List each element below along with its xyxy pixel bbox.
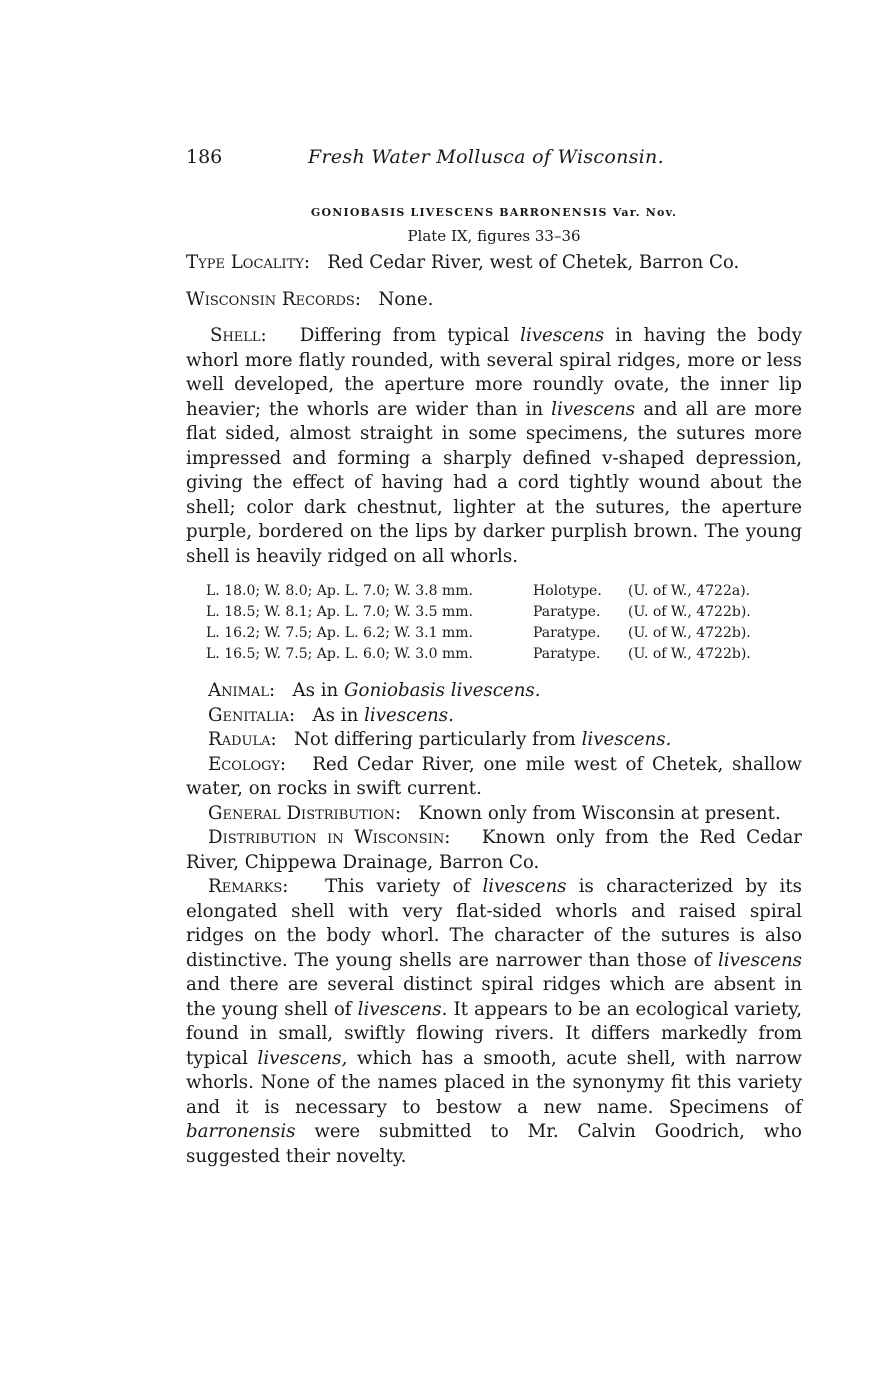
distribution-wisconsin-text: Known only from the Red Cedar River, Chippewa Drainage, Barron Co.: [186, 827, 802, 873]
animal-label: Animal:: [208, 680, 276, 701]
remarks-text: were submitted to Mr. Calvin Goodrich, who suggested their novelty.: [186, 1121, 802, 1167]
shell-text: Differing from typical: [299, 325, 521, 346]
plate-reference: Plate IX, figures 33–36: [407, 227, 581, 245]
wisconsin-records-text: None.: [378, 288, 434, 310]
running-title: Fresh Water Mollusca of Wisconsin.: [308, 146, 664, 168]
measurement-dims: L. 18.5; W. 8.1; Ap. L. 7.0; W. 3.5 mm.: [206, 604, 473, 620]
type-locality-text: Red Cedar River, west of Chetek, Barron Co.: [327, 252, 740, 273]
remarks-text: and there are several distinct spiral ridges which are absent in the young shell of: [186, 974, 802, 1020]
remarks-italic: livescens,: [257, 1047, 348, 1069]
general-distribution-label: General Distribution:: [208, 802, 402, 824]
measurement-row: [206, 644, 802, 665]
ecology-label: Ecology:: [208, 753, 287, 775]
shell-label: Shell:: [210, 325, 267, 346]
measurement-dims: L. 18.0; W. 8.0; Ap. L. 7.0; W. 3.8 mm.: [206, 583, 473, 599]
measurements-table: [206, 581, 802, 665]
animal-section: [186, 679, 802, 704]
page-number: 186: [186, 146, 223, 168]
measurement-ref: (U. of W., 4722a).: [628, 583, 751, 599]
shell-text: in having the body whorl more flatly rounded, with several spiral ridges, more or less well developed, the aperture more roundly ovate, the inner lip heavier; the whorls are wider than in: [186, 325, 802, 420]
type-locality-label: Type Locality:: [186, 252, 310, 273]
genitalia-label: Genitalia:: [208, 704, 296, 726]
remarks-italic: livescens: [482, 876, 567, 897]
measurement-type: Paratype.: [533, 646, 601, 662]
remarks-label: Remarks:: [208, 876, 289, 897]
measurement-type: Paratype.: [533, 604, 601, 620]
radula-italic: livescens.: [581, 729, 672, 750]
radula-text: Not differing particularly from: [293, 729, 582, 750]
shell-italic: livescens: [520, 325, 605, 346]
remarks-italic: livescens: [717, 949, 802, 971]
ecology-text: Red Cedar River, one mile west of Chetek, shallow water, on rocks in swift current.: [186, 753, 802, 799]
remarks-text: is characterized by its elongated shell with very flat-sided whorls and raised spiral ridges on the body whorl. The character of the sutures is also distinctive. The young shells are narrower than those of: [186, 876, 802, 971]
wisconsin-records-label: Wisconsin Records:: [186, 288, 361, 310]
genitalia-text: As in: [312, 704, 365, 726]
type-locality: [186, 251, 802, 276]
shell-description: [186, 324, 802, 569]
measurement-dims: L. 16.5; W. 7.5; Ap. L. 6.0; W. 3.0 mm.: [206, 646, 473, 662]
wisconsin-records: [186, 288, 802, 313]
measurement-ref: (U. of W., 4722b).: [628, 646, 751, 662]
radula-section: [186, 728, 802, 753]
genitalia-italic: livescens.: [364, 704, 454, 726]
shell-text: and all are more flat sided, almost straight in some specimens, the sutures more impressed and forming a sharply defined v-shaped depression, giving the effect of having had a cord tightly wound about the shell; color dark chestnut, lighter at the sutures, the aperture purple, bordered on the lips by darker purplish brown. The young shell is heavily ridged on all whorls.: [186, 398, 802, 567]
general-distribution-section: [186, 802, 802, 827]
measurement-row: [206, 602, 802, 623]
remarks-italic: livescens.: [357, 998, 448, 1020]
measurement-row: [206, 581, 802, 602]
measurement-type: Holotype.: [533, 583, 602, 599]
animal-text: As in: [292, 680, 345, 701]
remarks-text: This variety of: [325, 876, 483, 897]
measurement-row: [206, 623, 802, 644]
measurement-type: Paratype.: [533, 625, 601, 641]
ecology-section: [186, 753, 802, 802]
genitalia-section: [186, 704, 802, 729]
remarks-italic: barronensis: [186, 1121, 296, 1142]
distribution-wisconsin-section: [186, 826, 802, 875]
remarks-text: It appears to be an ecological variety, found in small, swiftly flowing rivers. It differs markedly from typical: [186, 998, 802, 1069]
page-body: [186, 140, 802, 1169]
shell-italic: livescens: [551, 398, 636, 420]
species-heading: GONIOBASIS LIVESCENS BARRONENSIS Var. Nov.: [310, 206, 678, 219]
radula-label: Radula:: [208, 729, 277, 750]
animal-italic: Goniobasis livescens.: [344, 680, 541, 701]
measurement-ref: (U. of W., 4722b).: [628, 625, 751, 641]
running-head: [186, 140, 802, 172]
measurement-ref: (U. of W., 4722b).: [628, 604, 751, 620]
measurement-dims: L. 16.2; W. 7.5; Ap. L. 6.2; W. 3.1 mm.: [206, 625, 473, 641]
remarks-text: which has a smooth, acute shell, with narrow whorls. None of the names placed in the synonymy fit this variety and it is necessary to bestow a new name. Specimens of: [186, 1047, 802, 1118]
general-distribution-text: Known only from Wisconsin at present.: [418, 802, 781, 824]
remarks-section: [186, 875, 802, 1169]
distribution-wisconsin-label: Distribution in Wisconsin:: [208, 827, 451, 848]
